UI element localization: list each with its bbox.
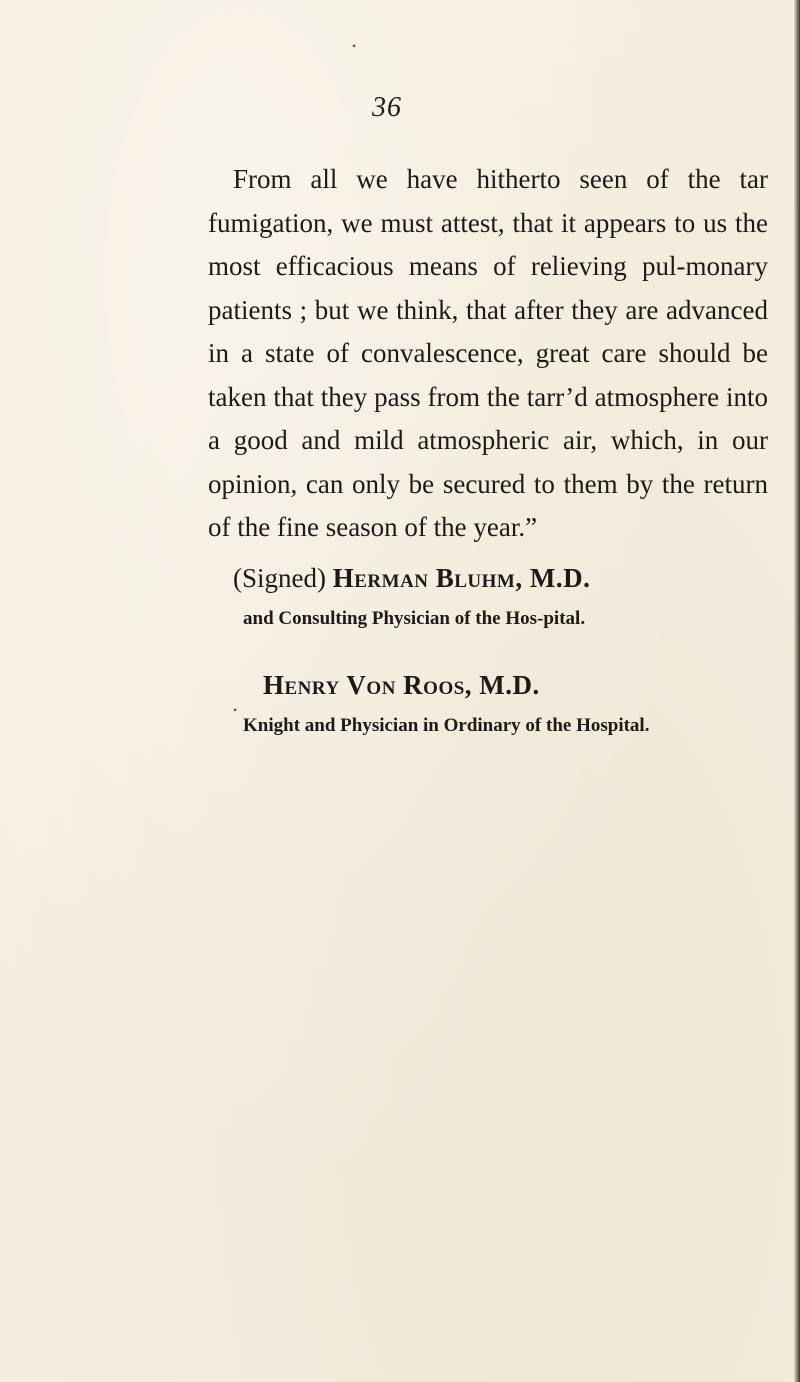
page-edge-shadow [794,0,800,1382]
first-signatory-title: and Consulting Physician of the Hos-pital. [243,608,586,629]
signed-label: (Signed) [233,563,326,593]
page-number: 36 [372,92,402,123]
first-signature-line [233,560,773,596]
second-signatory-name: Henry Von Roos, M.D. [263,670,540,700]
paper-speck: • [233,703,238,717]
body-paragraph: From all we have hitherto seen of the tar fumigation, we must attest, that it appears to us the most efficacious means of relieving pul-monary patients ; but we think, that after they are advanced in a state of convalescence, great care should be taken that they pass from the tarr’d atmosphere into a good and mild atmospheric air, which, in our opinion, can only be secured to them by the return of the fine season of the year.” [208,164,768,542]
second-signatory-title: Knight and Physician in Ordinary of the Hospital. [243,715,650,736]
first-signatory-name: Herman Bluhm, M.D. [332,563,591,593]
paper-speck: • [352,39,357,53]
second-signature-line [263,667,763,703]
